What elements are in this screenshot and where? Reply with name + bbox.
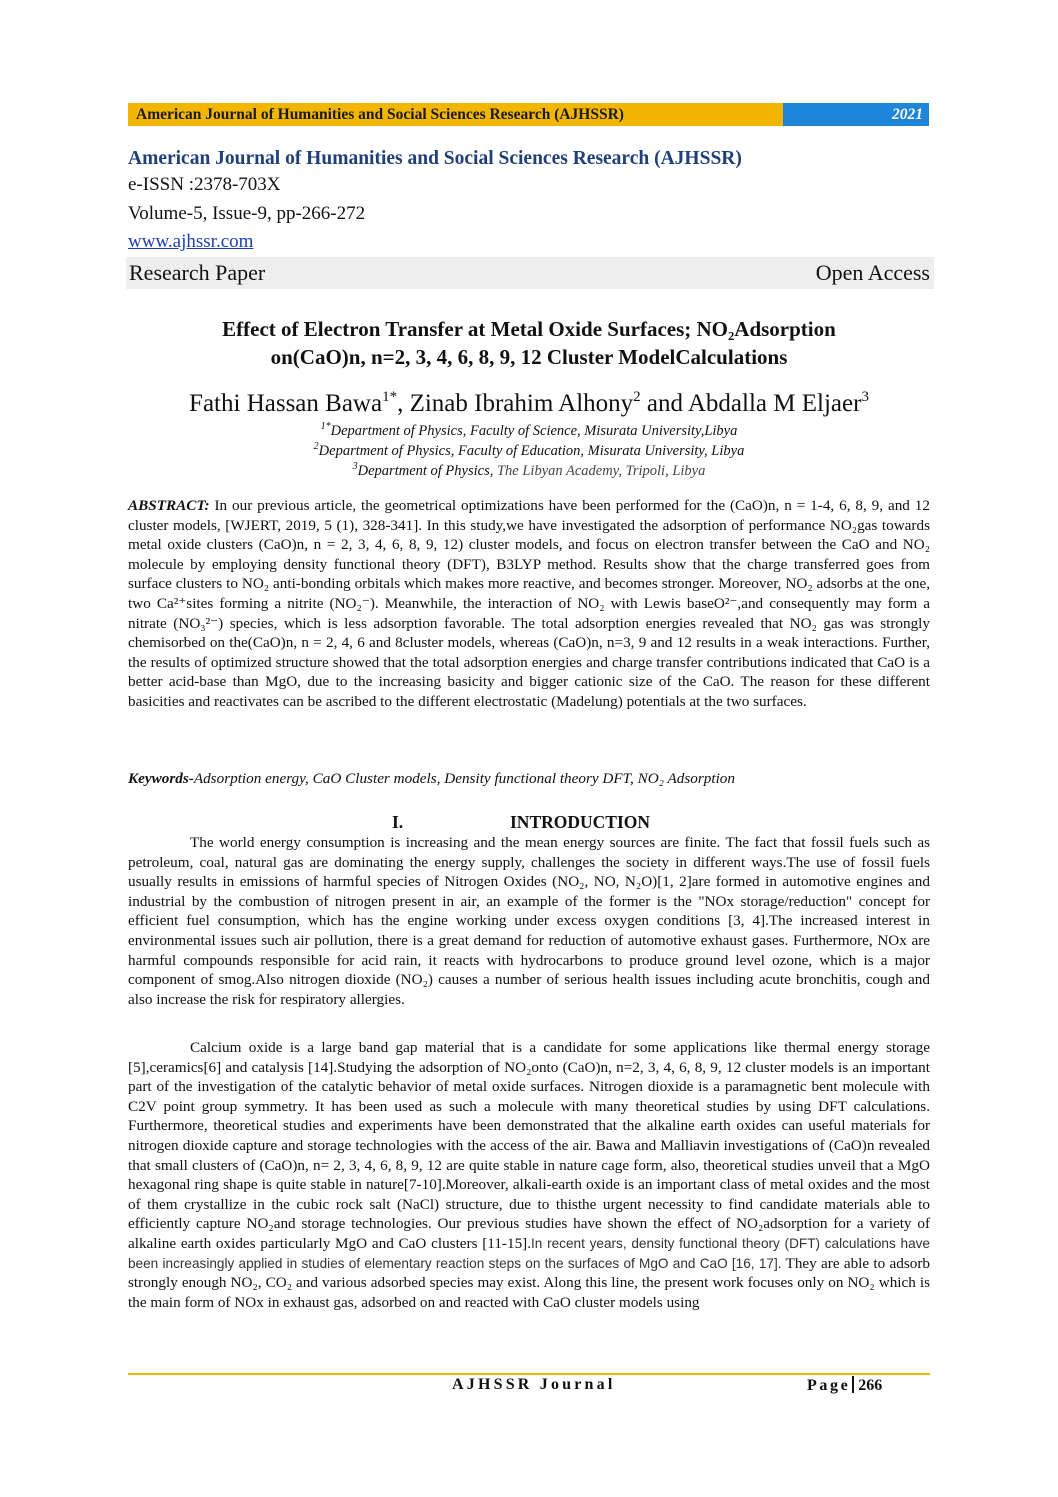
footer-page-label: Page: [807, 1377, 851, 1394]
paragraph-text-quoted: In recent years, density functional theory (DFT) calculations have been increasingly applied in studies of elementary reaction steps on the surfaces of MgO and CaO [16, 17].: [128, 1235, 930, 1271]
journal-url-link[interactable]: www.ajhssr.com: [128, 231, 254, 252]
footer-page-number: 266: [858, 1377, 883, 1394]
journal-title: American Journal of Humanities and Social Sciences Research (AJHSSR): [128, 148, 742, 169]
affiliation-text: Department of Physics, Faculty of Education, Misurata University, Libya: [318, 443, 745, 459]
abstract-label: ABSTRACT:: [128, 497, 210, 514]
footer-journal: AJHSSR Journal: [452, 1376, 616, 1393]
affiliation-mark: 1*: [320, 421, 331, 432]
running-header-journal: American Journal of Humanities and Social Sciences Research (AJHSSR): [128, 103, 783, 126]
section-title: INTRODUCTION: [510, 812, 651, 832]
footer-page-separator: [852, 1376, 854, 1393]
journal-volume: Volume-5, Issue-9, pp-266-272: [128, 203, 366, 224]
author-separator: ,: [397, 390, 410, 417]
author-mark: 1*: [382, 389, 398, 405]
affiliation-text: Department of Physics, Faculty of Science, Misurata University,Libya: [330, 423, 738, 439]
access-type: Open Access: [815, 260, 930, 285]
author-separator: and: [640, 390, 688, 417]
keywords-text: Adsorption energy, CaO Cluster models, Density functional theory DFT, NO₂ Adsorption: [193, 770, 735, 787]
section-number: I.: [392, 812, 404, 832]
footer-rule: [128, 1373, 930, 1375]
affiliation-3: [120, 463, 938, 480]
keywords-label: Keywords-: [128, 770, 194, 787]
affiliation-2: [120, 443, 938, 460]
affiliation-mark: 2: [313, 441, 319, 452]
footer-page: [807, 1376, 931, 1396]
abstract: [128, 496, 930, 712]
author-mark: 3: [861, 389, 869, 405]
author-name: Fathi Hassan Bawa: [189, 390, 383, 417]
section-heading: [128, 812, 930, 834]
keywords: [128, 769, 930, 789]
article-title-line-1: Effect of Electron Transfer at Metal Oxide Surfaces; NO₂Adsorption: [222, 317, 836, 341]
introduction-paragraph-2: [128, 1038, 930, 1312]
abstract-text: In our previous article, the geometrical optimizations have been performed for the (CaO)n, n = 1-4, 6, 8, 9, and 12 cluster models, [WJERT, 2019, 5 (1), 328-341]. In this study,we have investigated the adsorption of performance NO₂gas towards metal oxide clusters (CaO)n, n = 2, 3, 4, 6, 8, 9, 12) cluster models, and focus on electron transfer between the CaO and NO₂ molecule by employing density functional theory (DFT), B3LYP method. Results show that the charge transferred goes from surface clusters to NO₂ anti-bonding orbitals which makes more reactive, and becomes stronger. Moreover, NO₂ adsorbs at the one, two Ca²⁺sites forming a nitrite (NO₂⁻). Meanwhile, the interaction of NO₂ with Lewis baseO²⁻,and consequently may form a nitrate (NO₃²⁻) species, which is less adsorption favorable. The total adsorption energies revealed that NO₂ gas was strongly chemisorbed on the(CaO)n, n = 2, 4, 6 and 8cluster models, whereas (CaO)n, n=3, 9 and 12 results in a weak interactions. Further, the results of optimized structure showed that the total adsorption energies and charge transfer contributions indicated that CaO is a better acid-base than MgO, due to the increasing basicity and bigger cationic size of the CaO. The reason for these different basicities and reactivates can be ascribed to the different electrostatic (Madelung) potentials at the two surfaces.: [128, 497, 930, 710]
paper-type: Research Paper: [129, 260, 266, 285]
article-title-line-2: on(CaO)n, n=2, 3, 4, 6, 8, 9, 12 Cluster ModelCalculations: [270, 345, 788, 369]
running-header-year: 2021: [783, 103, 929, 126]
author-list: [80, 388, 978, 420]
introduction-paragraph-1: The world energy consumption is increasing and the mean energy sources are finite. The fact that fossil fuels such as petroleum, coal, natural gas are dominating the energy supply, challenges the society in different ways.The use of fossil fuels usually results in emissions of harmful species of Nitrogen Oxides (NO₂, NO, N₂O)[1, 2]are formed in automotive engines and industrial by the combustion of nitrogen present in air, an example of the former is the "NOx storage/reduction" concept for efficient fuel consumption, which has the engine working under excess oxygen conditions [3, 4].The increased interest in environmental issues such air pollution, there is a great demand for reduction of automotive exhaust gases. Furthermore, NOx are harmful compounds responsible for acid rain, it reacts with hydrocarbons to produce ground level ozone, which is a major component of smog.Also nitrogen dioxide (NO₂) causes a number of serious health issues including acute bronchitis, cough and also increase the risk for respiratory allergies.: [128, 834, 930, 1008]
paragraph-text: Calcium oxide is a large band gap material that is a candidate for some applications like thermal energy storage [5],ceramics[6] and catalysis [14].Studying the adsorption of NO₂onto (CaO)n, n=2, 3, 4, 6, 8, 9, 12 cluster models is an important part of the investigation of the catalytic behavior of metal oxide surfaces. Nitrogen dioxide is a paramagnetic bent molecule with C2V point group symmetry. It has been used as such a molecule with many theoretical studies by using DFT calculations. Furthermore, theoretical studies and experiments have been demonstrated that the alkaline earth oxides can useful materials for nitrogen dioxide capture and storage technologies with the access of the air. Bawa and Malliavin investigations of (CaO)n revealed that small clusters of (CaO)n, n= 2, 3, 4, 6, 8, 9, 12 are quite stable in nature cage form, also, theoretical studies unveil that a MgO hexagonal ring shape is quite stable in nature[7-10].Moreover, alkali-earth oxide is an important class of metal oxides and the most of them crystallize in the cubic rock salt (NaCl) structure, due to thisthe urgent necessity to find candidate materials able to efficiently capture NO₂and storage technologies. Our previous studies have shown the effect of NO₂adsorption for a variety of alkaline earth oxides particularly MgO and CaO clusters [11-15].: [128, 1039, 930, 1252]
paragraph-text: They are able to adsorb strongly enough NO₂, CO₂ and various adsorbed species may exist. Along this line, the present work focuses only on NO₂ which is the main form of NOx in exhaust gas, adsorbed on and reacted with CaO cluster models using: [128, 1254, 930, 1311]
author-name: Zinab Ibrahim Alhony: [409, 390, 634, 417]
affiliation-mark: 3: [352, 461, 358, 472]
article-title: [120, 315, 938, 371]
affiliation-text-secondary: The Libyan Academy, Tripoli, Libya: [493, 463, 706, 479]
author-name: Abdalla M Eljaer: [687, 390, 862, 417]
affiliation-text: Department of Physics,: [357, 463, 494, 479]
affiliation-1: [120, 423, 938, 440]
author-mark: 2: [633, 389, 641, 405]
journal-issn: e-ISSN :2378-703X: [128, 174, 281, 195]
